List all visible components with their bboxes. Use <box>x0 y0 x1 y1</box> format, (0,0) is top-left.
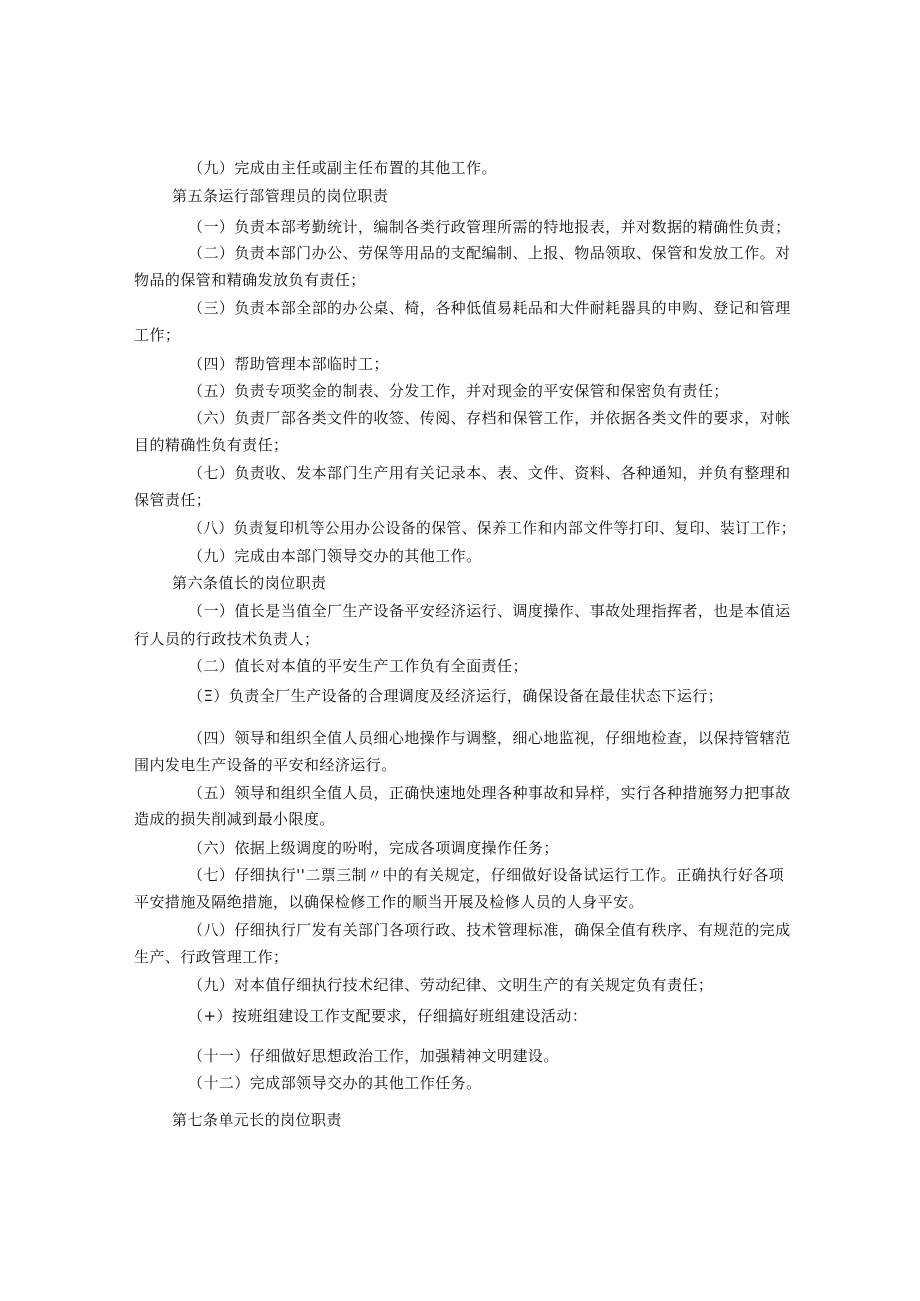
paragraph-line: （十一）仔细做好思想政治工作，加强精神文明建设。 <box>188 1047 559 1065</box>
paragraph-line: （七）负责收、发本部门生产用有关记录本、表、文件、资料、各种通知，并负有整理和 <box>188 464 791 482</box>
paragraph-line: （Ξ）负责全厂生产设备的合理调度及经济运行，确保设备在最佳状态下运行； <box>188 687 724 705</box>
article-heading: 第六条值长的岗位职责 <box>172 574 327 592</box>
paragraph-line: （六）负责厂部各类文件的收签、传阅、存档和保管工作，并依据各类文件的要求，对帐 <box>188 409 791 427</box>
paragraph-line: （十二）完成部领导交办的其他工作任务。 <box>188 1074 482 1092</box>
paragraph-line: （一）负责本部考勤统计，编制各类行政管理所需的特地报表，并对数据的精确性负责； <box>188 218 791 236</box>
paragraph-line: （二）负责本部门办公、劳保等用品的支配编制、上报、物品领取、保管和发放工作。对 <box>188 244 791 262</box>
paragraph-line: 生产、行政管理工作； <box>134 948 289 966</box>
paragraph-line: （四）帮助管理本部临时工； <box>188 355 389 373</box>
paragraph-line: （一）值长是当值全厂生产设备平安经济运行、调度操作、事故处理指挥者，也是本值运 <box>188 602 791 620</box>
paragraph-line: （八）仔细执行厂发有关部门各项行政、技术管理标准，确保全值有秩序、有规范的完成 <box>188 921 791 939</box>
paragraph-line: （六）依据上级调度的吩咐，完成各项调度操作任务； <box>188 839 559 857</box>
paragraph-line: （八）负责复印机等公用办公设备的保管、保养工作和内部文件等打印、复印、装订工作； <box>188 520 796 537</box>
paragraph-line: 围内发电生产设备的平安和经济运行。 <box>134 756 397 774</box>
paragraph-line: （二）值长对本值的平安生产工作负有全面责任； <box>188 657 528 675</box>
paragraph-line: （+）按班组建设工作支配要求，仔细搞好班组建设活动： <box>188 1007 588 1025</box>
article-heading: 第五条运行部管理员的岗位职责 <box>172 187 389 205</box>
paragraph-line: （五）领导和组织全值人员，正确快速地处理各种事故和异样，实行各种措施努力把事故 <box>188 784 791 802</box>
paragraph-line: 造成的损失削减到最小限度。 <box>134 810 335 828</box>
paragraph-line: 目的精确性负有责任； <box>134 436 289 454</box>
paragraph-line: （九）完成由本部门领导交办的其他工作。 <box>188 547 482 565</box>
paragraph-line: 保管责任； <box>134 491 212 509</box>
paragraph-line: （七）仔细执行''二票三制〃中的有关规定，仔细做好设备试运行工作。正确执行好各项 <box>188 866 785 884</box>
paragraph-line: （四）领导和组织全值人员细心地操作与调整，细心地监视，仔细地检查，以保持管辖范 <box>188 729 791 747</box>
paragraph-line: 物品的保管和精确发放负有责任； <box>134 271 366 289</box>
paragraph-line: （五）负责专项奖金的制表、分发工作，并对现金的平安保管和保密负有责任； <box>188 382 729 400</box>
paragraph-line: （九）对本值仔细执行技术纪律、劳动纪律、文明生产的有关规定负有责任； <box>188 976 714 994</box>
paragraph-line: 工作； <box>134 326 181 344</box>
article-heading: 第七条单元长的岗位职责 <box>172 1111 342 1129</box>
paragraph-line: （九）完成由主任或副主任布置的其他工作。 <box>188 159 498 177</box>
paragraph-line: （三）负责本部全部的办公桌、椅，各种低值易耗品和大件耐耗器具的申购、登记和管理 <box>188 299 791 317</box>
paragraph-line: 平安措施及隔绝措施，以确保检修工作的顺当开展及检修人员的人身平安。 <box>134 893 644 911</box>
paragraph-line: 行人员的行政技术负责人； <box>134 630 320 648</box>
